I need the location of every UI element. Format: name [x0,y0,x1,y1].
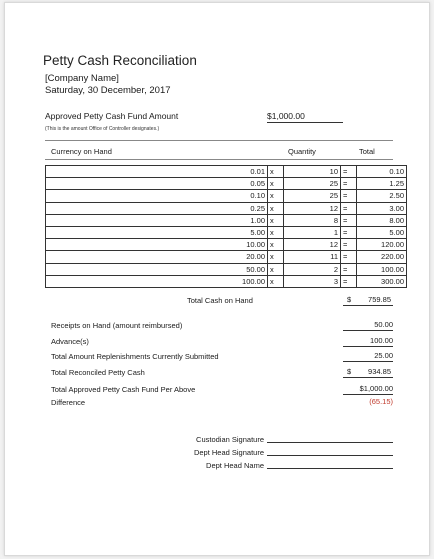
denomination-cell[interactable]: 0.10 [46,190,268,202]
denomination-cell[interactable]: 1.00 [46,214,268,226]
multiply-sign: x [268,263,284,275]
equals-sign: = [341,226,357,238]
cash-row [46,166,407,178]
approved-fund-label: Approved Petty Cash Fund Amount [45,111,179,121]
row-total-cell: 8.00 [357,214,407,226]
receipts-label: Receipts on Hand (amount reimbursed) [51,321,183,330]
row-total-cell: 300.00 [357,275,407,287]
multiply-sign: x [268,214,284,226]
multiply-sign: x [268,226,284,238]
total-header: Total [359,147,375,156]
equals-sign: = [341,275,357,287]
cash-row [46,178,407,190]
document-title: Petty Cash Reconciliation [43,53,197,68]
cash-row [46,263,407,275]
denomination-cell[interactable]: 10.00 [46,239,268,251]
receipts-value[interactable]: 50.00 [343,320,393,331]
row-total-cell: 2.50 [357,190,407,202]
dollar-sign: $ [347,295,352,304]
denomination-cell[interactable]: 20.00 [46,251,268,263]
difference-label: Difference [51,398,86,407]
cash-row [46,202,407,214]
replenishments-label: Total Amount Replenishments Currently Submitted [51,352,219,361]
row-total-cell: 120.00 [357,239,407,251]
multiply-sign: x [268,166,284,178]
total-cash-amount: 759.85 [368,295,391,304]
multiply-sign: x [268,178,284,190]
quantity-cell[interactable]: 12 [284,202,341,214]
approved-total-value: $1,000.00 [343,384,393,395]
quantity-cell[interactable]: 12 [284,239,341,251]
denomination-cell[interactable]: 5.00 [46,226,268,238]
row-total-cell: 1.25 [357,178,407,190]
cash-row [46,226,407,238]
approved-fund-note: (This is the amount Office of Controller designates.) [45,126,160,132]
equals-sign: = [341,239,357,251]
cash-row [46,190,407,202]
denomination-cell[interactable]: 0.01 [46,166,268,178]
quantity-header: Quantity [288,147,316,156]
denomination-cell[interactable]: 100.00 [46,275,268,287]
cash-row [46,251,407,263]
multiply-sign: x [268,239,284,251]
total-cash-on-hand-label: Total Cash on Hand [187,296,253,305]
quantity-cell[interactable]: 25 [284,190,341,202]
multiply-sign: x [268,275,284,287]
company-name[interactable]: [Company Name] [45,73,119,84]
difference-value: (65.15) [369,397,393,406]
approved-fund-value[interactable]: $1,000.00 [267,111,343,123]
denomination-cell[interactable]: 0.05 [46,178,268,190]
equals-sign: = [341,178,357,190]
currency-header: Currency on Hand [51,147,112,156]
quantity-cell[interactable]: 2 [284,263,341,275]
quantity-cell[interactable]: 10 [284,166,341,178]
dept-head-name-label: Dept Head Name [206,461,264,470]
cash-count-table [45,165,407,288]
multiply-sign: x [268,190,284,202]
document-date[interactable]: Saturday, 30 December, 2017 [45,85,171,96]
dept-head-signature-label: Dept Head Signature [193,448,264,457]
dept-head-signature-field[interactable] [267,446,393,456]
denomination-cell[interactable]: 0.25 [46,202,268,214]
equals-sign: = [341,214,357,226]
quantity-cell[interactable]: 25 [284,178,341,190]
quantity-cell[interactable]: 1 [284,226,341,238]
replenishments-value[interactable]: 25.00 [343,351,393,362]
equals-sign: = [341,166,357,178]
approved-total-label: Total Approved Petty Cash Fund Per Above [51,385,196,394]
dept-head-name-field[interactable] [267,459,393,469]
row-total-cell: 3.00 [357,202,407,214]
advances-label: Advance(s) [51,337,89,346]
reconciled-value [343,367,393,378]
row-total-cell: 220.00 [357,251,407,263]
equals-sign: = [341,202,357,214]
multiply-sign: x [268,202,284,214]
total-cash-on-hand-value [343,295,393,306]
denomination-cell[interactable]: 50.00 [46,263,268,275]
dollar-sign: $ [347,367,352,376]
quantity-cell[interactable]: 3 [284,275,341,287]
row-total-cell: 5.00 [357,226,407,238]
cash-row [46,275,407,287]
equals-sign: = [341,263,357,275]
advances-value[interactable]: 100.00 [343,336,393,347]
document-page [4,2,430,556]
custodian-signature-field[interactable] [267,433,393,443]
quantity-cell[interactable]: 8 [284,214,341,226]
equals-sign: = [341,251,357,263]
cash-row [46,239,407,251]
row-total-cell: 100.00 [357,263,407,275]
row-total-cell: 0.10 [357,166,407,178]
multiply-sign: x [268,251,284,263]
custodian-signature-label: Custodian Signature [196,435,264,444]
quantity-cell[interactable]: 11 [284,251,341,263]
reconciled-amount: 934.85 [368,367,391,376]
cash-row [46,214,407,226]
equals-sign: = [341,190,357,202]
reconciled-label: Total Reconciled Petty Cash [51,368,145,377]
